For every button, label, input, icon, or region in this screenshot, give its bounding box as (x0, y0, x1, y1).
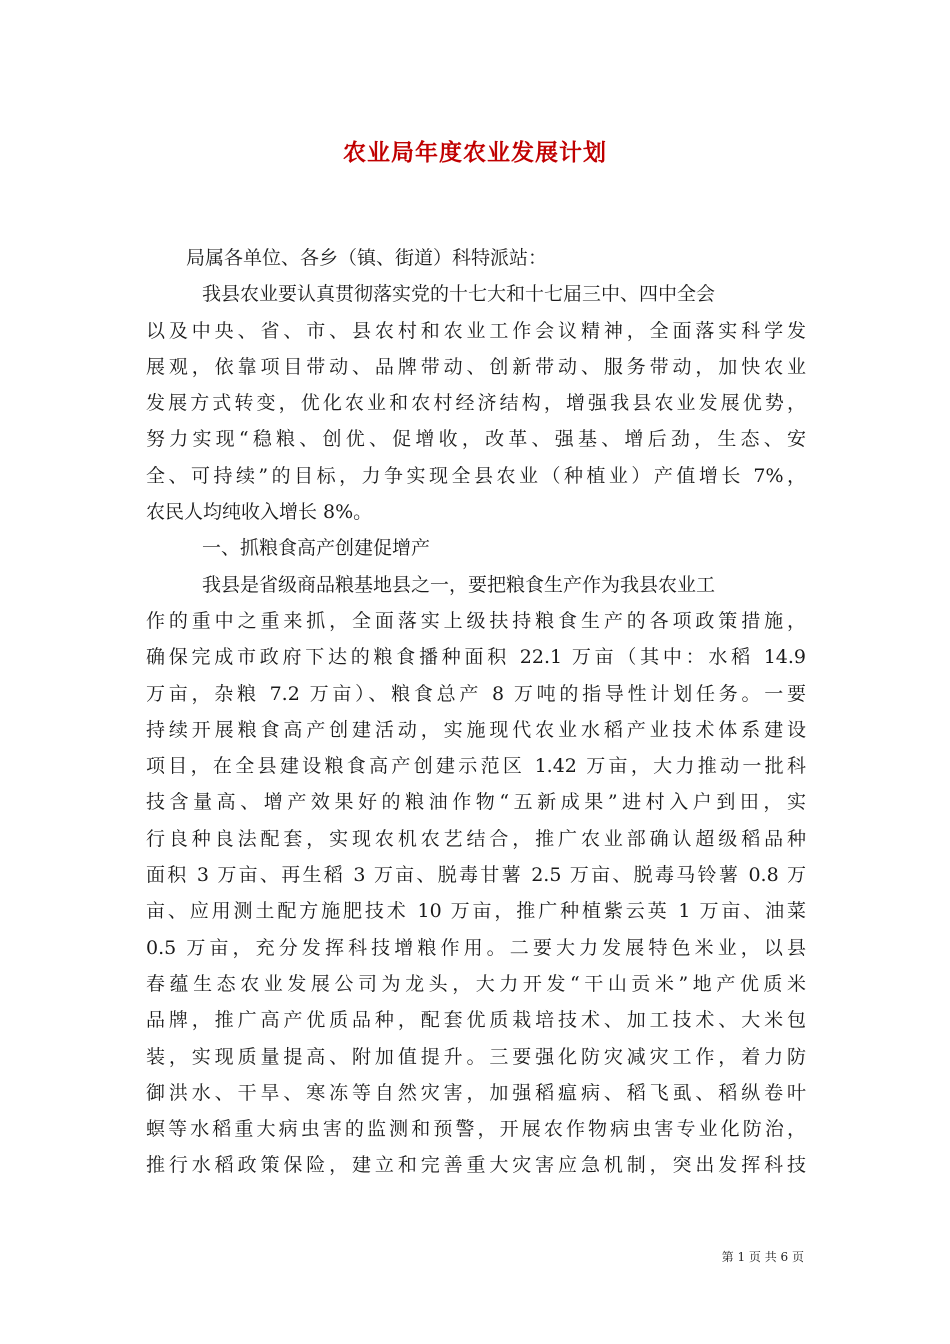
document-body (146, 240, 806, 1184)
paragraph-line: 螟等水稻重大病虫害的监测和预警，开展农作物病虫害专业化防治， (146, 1118, 806, 1141)
paragraph-line: 发展方式转变，优化农业和农村经济结构，增强我县农业发展优势， (146, 392, 806, 415)
paragraph-line: 作的重中之重来抓，全面落实上级扶持粮食生产的各项政策措施， (146, 609, 806, 632)
paragraph-line: 确保完成市政府下达的粮食播种面积 22.1 万亩（其中：水稻 14.9 (146, 646, 806, 669)
paragraph-line: 展观，依靠项目带动、品牌带动、创新带动、服务带动，加快农业 (146, 355, 806, 378)
paragraph-line: 我县农业要认真贯彻落实党的十七大和十七届三中、四中全会 (202, 283, 716, 306)
paragraph-line: 努力实现“稳粮、创优、促增收，改革、强基、增后劲，生态、安 (146, 428, 806, 451)
paragraph-line: 行良种良法配套，实现农机农艺结合，推广农业部确认超级稻品种 (146, 827, 806, 850)
section-heading: 一、抓粮食高产创建促增产 (202, 537, 431, 560)
paragraph-line: 亩、应用测土配方施肥技术 10 万亩，推广种植紫云英 1 万亩、油菜 (146, 900, 806, 923)
paragraph-line: 全、可持续”的目标，力争实现全县农业（种植业）产值增长 7%， (146, 464, 806, 487)
paragraph-line: 御洪水、干旱、寒冻等自然灾害，加强稻瘟病、稻飞虱、稻纵卷叶 (146, 1081, 806, 1104)
paragraph-line: 万亩，杂粮 7.2 万亩）、粮食总产 8 万吨的指导性计划任务。一要 (146, 682, 806, 705)
page-indicator: 第 1 页 共 6 页 (721, 1250, 804, 1264)
paragraph-line: 项目，在全县建设粮食高产创建示范区 1.42 万亩，大力推动一批科 (146, 755, 806, 778)
paragraph-line: 我县是省级商品粮基地县之一，要把粮食生产作为我县农业工 (202, 573, 716, 596)
paragraph-line: 推行水稻政策保险，建立和完善重大灾害应急机制，突出发挥科技 (146, 1154, 806, 1177)
paragraph-line: 农民人均纯收入增长 8%。 (146, 501, 373, 524)
paragraph-line: 持续开展粮食高产创建活动，实施现代农业水稻产业技术体系建设 (146, 718, 806, 741)
paragraph-line: 面积 3 万亩、再生稻 3 万亩、脱毒甘薯 2.5 万亩、脱毒马铃薯 0.8 万 (146, 864, 806, 887)
paragraph-line: 品牌，推广高产优质品种，配套优质栽培技术、加工技术、大米包 (146, 1009, 806, 1032)
paragraph-line: 以及中央、省、市、县农村和农业工作会议精神，全面落实科学发 (146, 319, 806, 342)
paragraph-line: 技含量高、增产效果好的粮油作物“五新成果”进村入户到田，实 (146, 791, 806, 814)
document-title: 农业局年度农业发展计划 (343, 139, 607, 166)
paragraph-line: 0.5 万亩，充分发挥科技增粮作用。二要大力发展特色米业，以县 (146, 936, 806, 959)
paragraph-line: 春蕴生态农业发展公司为龙头，大力开发“干山贡米”地产优质米 (146, 972, 806, 995)
paragraph-line: 装，实现质量提高、附加值提升。三要强化防灾减灾工作，着力防 (146, 1045, 806, 1068)
salutation-line: 局属各单位、各乡（镇、街道）科特派站： (186, 247, 548, 269)
